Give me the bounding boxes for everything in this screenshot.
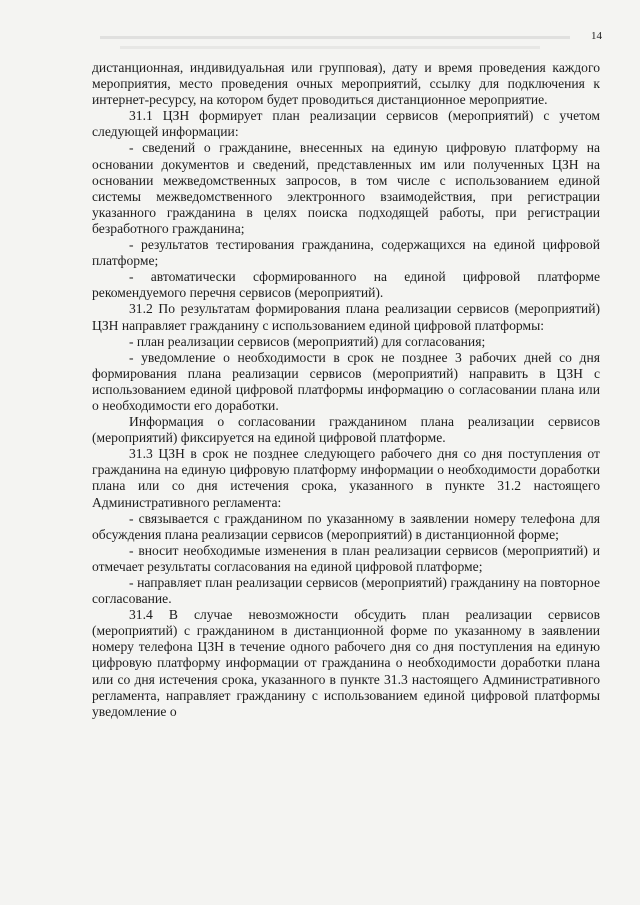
paragraph-11: - вносит необходимые изменения в план реализации сервисов (мероприятий) и отмечает результаты согласования на единой цифровой платформе;: [92, 542, 600, 574]
paragraph-4: - автоматически сформированного на единой цифровой платформе рекомендуемого перечня сервисов (мероприятий).: [92, 269, 600, 301]
page-number: 14: [591, 30, 602, 42]
paragraph-3: - результатов тестирования гражданина, содержащихся на единой цифровой платформе;: [92, 237, 600, 269]
paragraph-1: 31.1 ЦЗН формирует план реализации сервисов (мероприятий) с учетом следующей информации:: [92, 108, 600, 140]
paragraph-0: дистанционная, индивидуальная или групповая), дату и время проведения каждого мероприятия, место проведения очных мероприятий, ссылку для подключения к интернет-ресурсу, на котором будет проводиться дистанционное мероприятие.: [92, 60, 600, 108]
paragraph-8: Информация о согласовании гражданином плана реализации сервисов (мероприятий) фиксируется на единой цифровой платформе.: [92, 414, 600, 446]
paragraph-13: 31.4 В случае невозможности обсудить план реализации сервисов (мероприятий) с гражданином в дистанционной форме по указанному в заявлении номеру телефона ЦЗН в течение одного рабочего дня со дня поступления на единую цифровую платформу информации от гражданина о необходимости доработки плана или со дня истечения срока, указанного в пункте 31.3 настоящего Административного регламента, направляет гражданину с использованием единой цифровой платформы уведомление о: [92, 607, 600, 719]
body-text: [92, 60, 600, 720]
paragraph-9: 31.3 ЦЗН в срок не позднее следующего рабочего дня со дня поступления от гражданина на единую цифровую платформу информации о необходимости доработки плана или со дня истечения срока, указанного в пункте 31.2 настоящего Административного регламента:: [92, 446, 600, 510]
paragraph-10: - связывается с гражданином по указанному в заявлении номеру телефона для обсуждения плана реализации сервисов (мероприятий) в дистанционной форме;: [92, 510, 600, 542]
paragraph-12: - направляет план реализации сервисов (мероприятий) гражданину на повторное согласование.: [92, 575, 600, 607]
paragraph-6: - план реализации сервисов (мероприятий) для согласования;: [129, 333, 486, 349]
paragraph-2: - сведений о гражданине, внесенных на единую цифровую платформу на основании документов и сведений, представленных им или полученных ЦЗН на основании межведомственных запросов, в том числе с использованием единой системы межведомственного электронного взаимодействия, при регистрации указанного гражданина в целях поиска подходящей работы, при регистрации безработного гражданина;: [92, 140, 600, 236]
scan-noise-top-2: [120, 46, 540, 49]
paragraph-5: 31.2 По результатам формирования плана реализации сервисов (мероприятий) ЦЗН направляет гражданину с использованием единой цифровой платформы:: [92, 301, 600, 333]
scan-noise-top: [100, 36, 570, 39]
paragraph-7: - уведомление о необходимости в срок не позднее 3 рабочих дней со дня формирования плана реализации сервисов (мероприятий) направить в ЦЗН с использованием единой цифровой платформы информацию о согласовании плана или о необходимости его доработки.: [92, 349, 600, 413]
